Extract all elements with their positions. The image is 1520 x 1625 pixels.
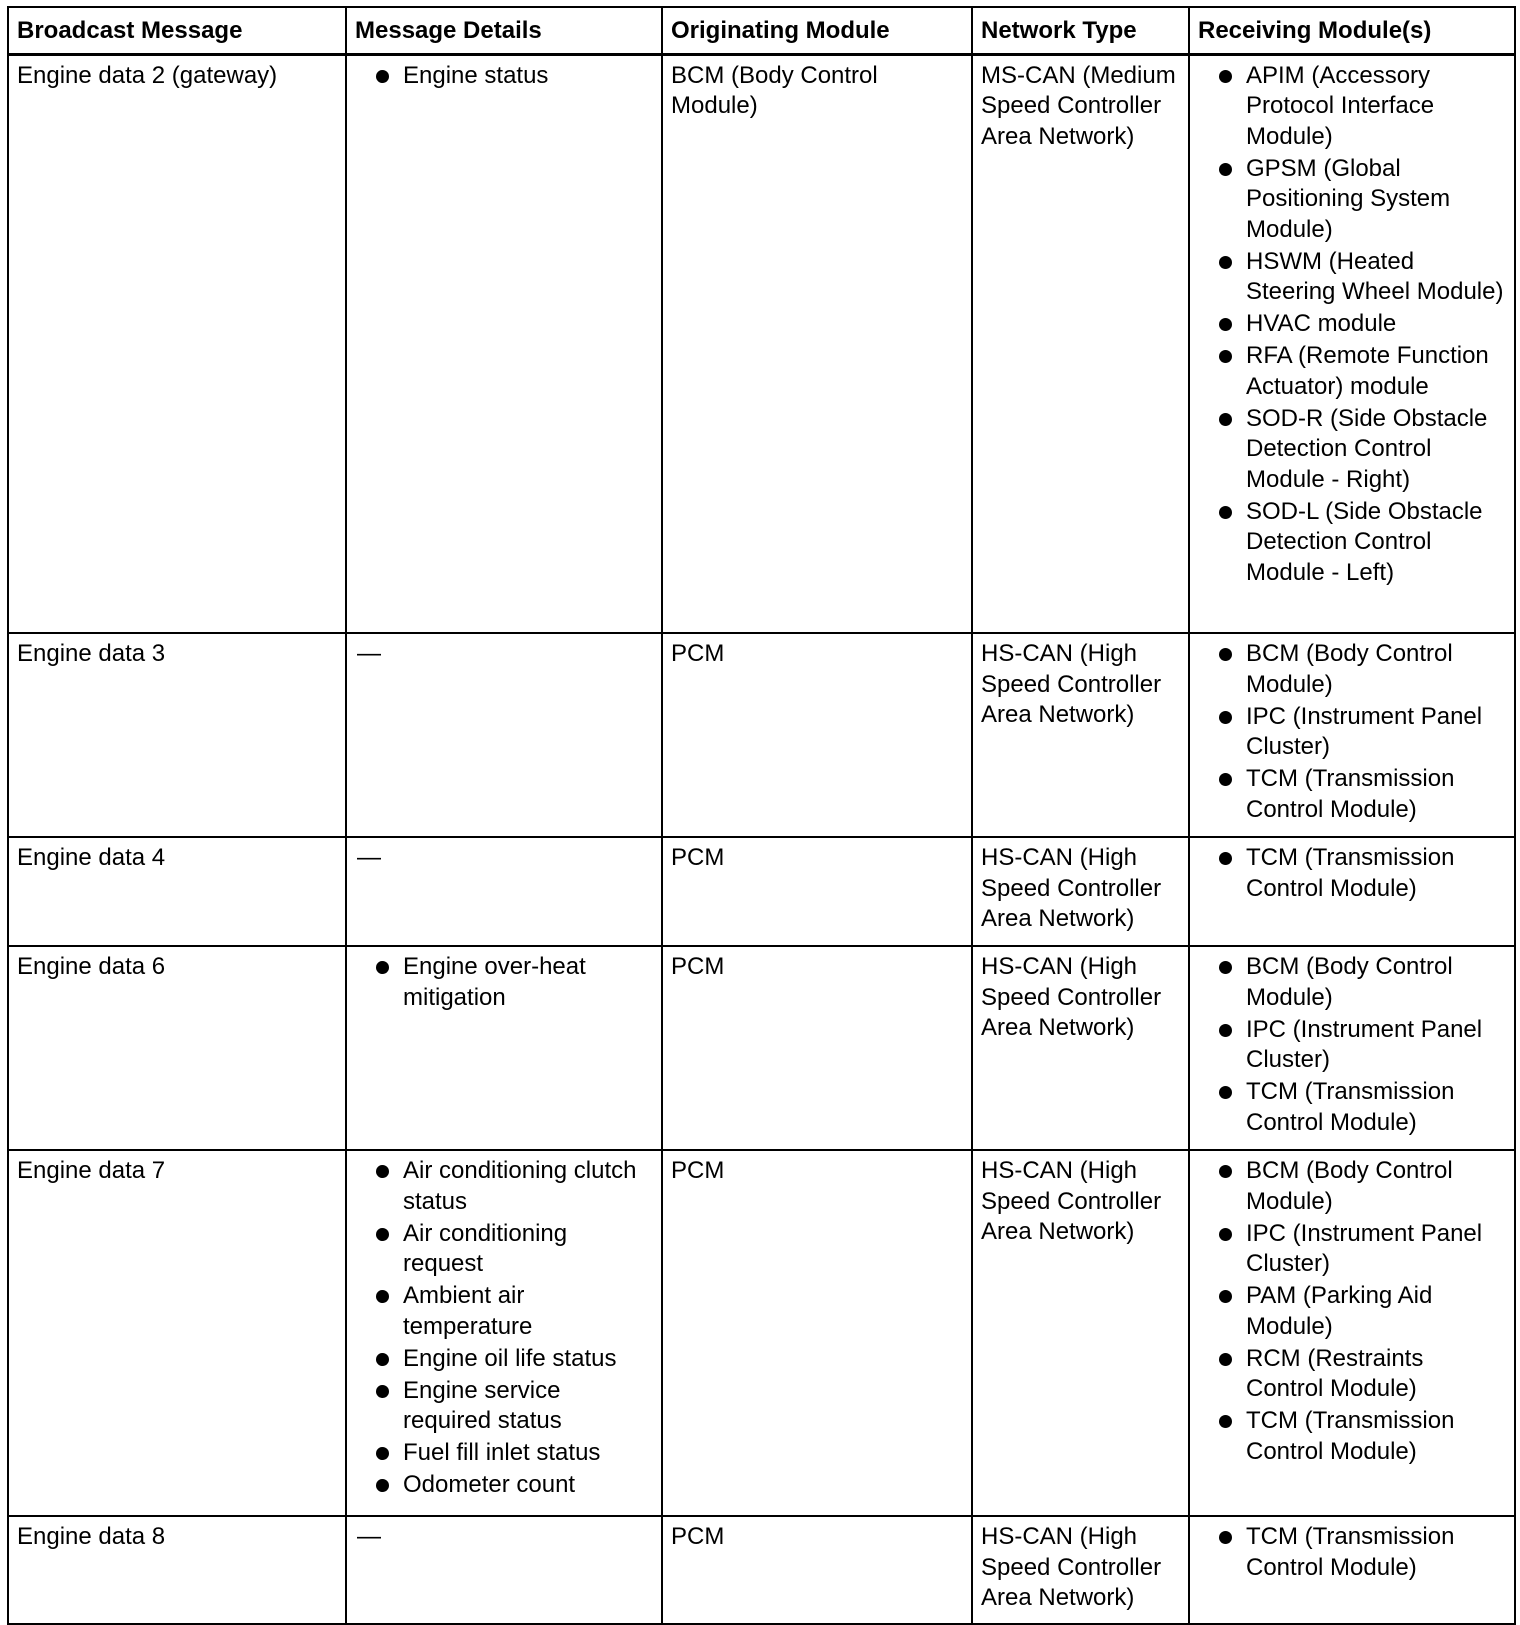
table-row (8, 837, 1515, 946)
cell-receiving-modules (1189, 946, 1515, 1150)
list-item: TCM (Transmission Control Module) (1198, 1406, 1506, 1467)
cell-broadcast-message: Engine data 8 (8, 1516, 346, 1624)
list-item: Fuel fill inlet status (355, 1438, 653, 1469)
cell-network-type: MS-CAN (Medium Speed Controller Area Network) (972, 54, 1189, 633)
list-item: Air conditioning request (355, 1219, 653, 1280)
table-row (8, 54, 1515, 633)
receivers-list (1198, 843, 1506, 904)
list-item: Odometer count (355, 1470, 653, 1501)
cell-message-details (346, 946, 662, 1150)
cell-originating-module: BCM (Body Control Module) (662, 54, 972, 633)
cell-message-details (346, 837, 662, 946)
list-item: IPC (Instrument Panel Cluster) (1198, 1219, 1506, 1280)
header-broadcast-message: Broadcast Message (8, 7, 346, 54)
cell-network-type: HS-CAN (High Speed Controller Area Network) (972, 837, 1189, 946)
cell-broadcast-message: Engine data 3 (8, 633, 346, 837)
cell-originating-module: PCM (662, 837, 972, 946)
receivers-list (1198, 1156, 1506, 1467)
list-item: BCM (Body Control Module) (1198, 1156, 1506, 1217)
cell-message-details (346, 54, 662, 633)
list-item: SOD-L (Side Obstacle Detection Control Module - Left) (1198, 497, 1506, 589)
list-item: RFA (Remote Function Actuator) module (1198, 341, 1506, 402)
cell-broadcast-message: Engine data 6 (8, 946, 346, 1150)
header-message-details: Message Details (346, 7, 662, 54)
cell-network-type: HS-CAN (High Speed Controller Area Network) (972, 1516, 1189, 1624)
cell-receiving-modules (1189, 54, 1515, 633)
list-item: TCM (Transmission Control Module) (1198, 843, 1506, 904)
list-item: HSWM (Heated Steering Wheel Module) (1198, 247, 1506, 308)
cell-network-type: HS-CAN (High Speed Controller Area Network) (972, 1150, 1189, 1516)
receivers-list (1198, 952, 1506, 1138)
list-item: HVAC module (1198, 309, 1506, 340)
empty-details-dash: — (357, 844, 381, 871)
list-item: Engine status (355, 61, 653, 92)
details-list (355, 61, 653, 92)
table-row (8, 633, 1515, 837)
cell-originating-module: PCM (662, 633, 972, 837)
list-item: Ambient air temperature (355, 1281, 653, 1342)
list-item: TCM (Transmission Control Module) (1198, 1522, 1506, 1583)
list-item: IPC (Instrument Panel Cluster) (1198, 702, 1506, 763)
list-item: RCM (Restraints Control Module) (1198, 1344, 1506, 1405)
cell-message-details (346, 1516, 662, 1624)
list-item: TCM (Transmission Control Module) (1198, 764, 1506, 825)
cell-originating-module: PCM (662, 946, 972, 1150)
receivers-list (1198, 61, 1506, 589)
list-item: IPC (Instrument Panel Cluster) (1198, 1015, 1506, 1076)
cell-message-details (346, 1150, 662, 1516)
cell-originating-module: PCM (662, 1150, 972, 1516)
cell-receiving-modules (1189, 1516, 1515, 1624)
list-item: BCM (Body Control Module) (1198, 639, 1506, 700)
list-item: BCM (Body Control Module) (1198, 952, 1506, 1013)
broadcast-message-table (7, 6, 1516, 1625)
list-item: TCM (Transmission Control Module) (1198, 1077, 1506, 1138)
table-header-row (8, 7, 1515, 54)
receivers-list (1198, 639, 1506, 825)
list-item: Engine service required status (355, 1376, 653, 1437)
table-row (8, 1150, 1515, 1516)
details-list (355, 1156, 653, 1501)
cell-originating-module: PCM (662, 1516, 972, 1624)
empty-details-dash: — (357, 1523, 381, 1550)
cell-network-type: HS-CAN (High Speed Controller Area Network) (972, 633, 1189, 837)
cell-broadcast-message: Engine data 7 (8, 1150, 346, 1516)
list-item: GPSM (Global Positioning System Module) (1198, 154, 1506, 246)
cell-broadcast-message: Engine data 4 (8, 837, 346, 946)
cell-broadcast-message: Engine data 2 (gateway) (8, 54, 346, 633)
cell-receiving-modules (1189, 837, 1515, 946)
cell-receiving-modules (1189, 1150, 1515, 1516)
list-item: APIM (Accessory Protocol Interface Module) (1198, 61, 1506, 153)
header-originating-module: Originating Module (662, 7, 972, 54)
list-item: PAM (Parking Aid Module) (1198, 1281, 1506, 1342)
list-item: Engine over-heat mitigation (355, 952, 653, 1013)
empty-details-dash: — (357, 640, 381, 667)
cell-network-type: HS-CAN (High Speed Controller Area Network) (972, 946, 1189, 1150)
receivers-list (1198, 1522, 1506, 1583)
cell-message-details (346, 633, 662, 837)
header-network-type: Network Type (972, 7, 1189, 54)
list-item: SOD-R (Side Obstacle Detection Control Module - Right) (1198, 404, 1506, 496)
table-row (8, 1516, 1515, 1624)
details-list (355, 952, 653, 1013)
cell-receiving-modules (1189, 633, 1515, 837)
list-item: Air conditioning clutch status (355, 1156, 653, 1217)
table-row (8, 946, 1515, 1150)
list-item: Engine oil life status (355, 1344, 653, 1375)
header-receiving-modules: Receiving Module(s) (1189, 7, 1515, 54)
